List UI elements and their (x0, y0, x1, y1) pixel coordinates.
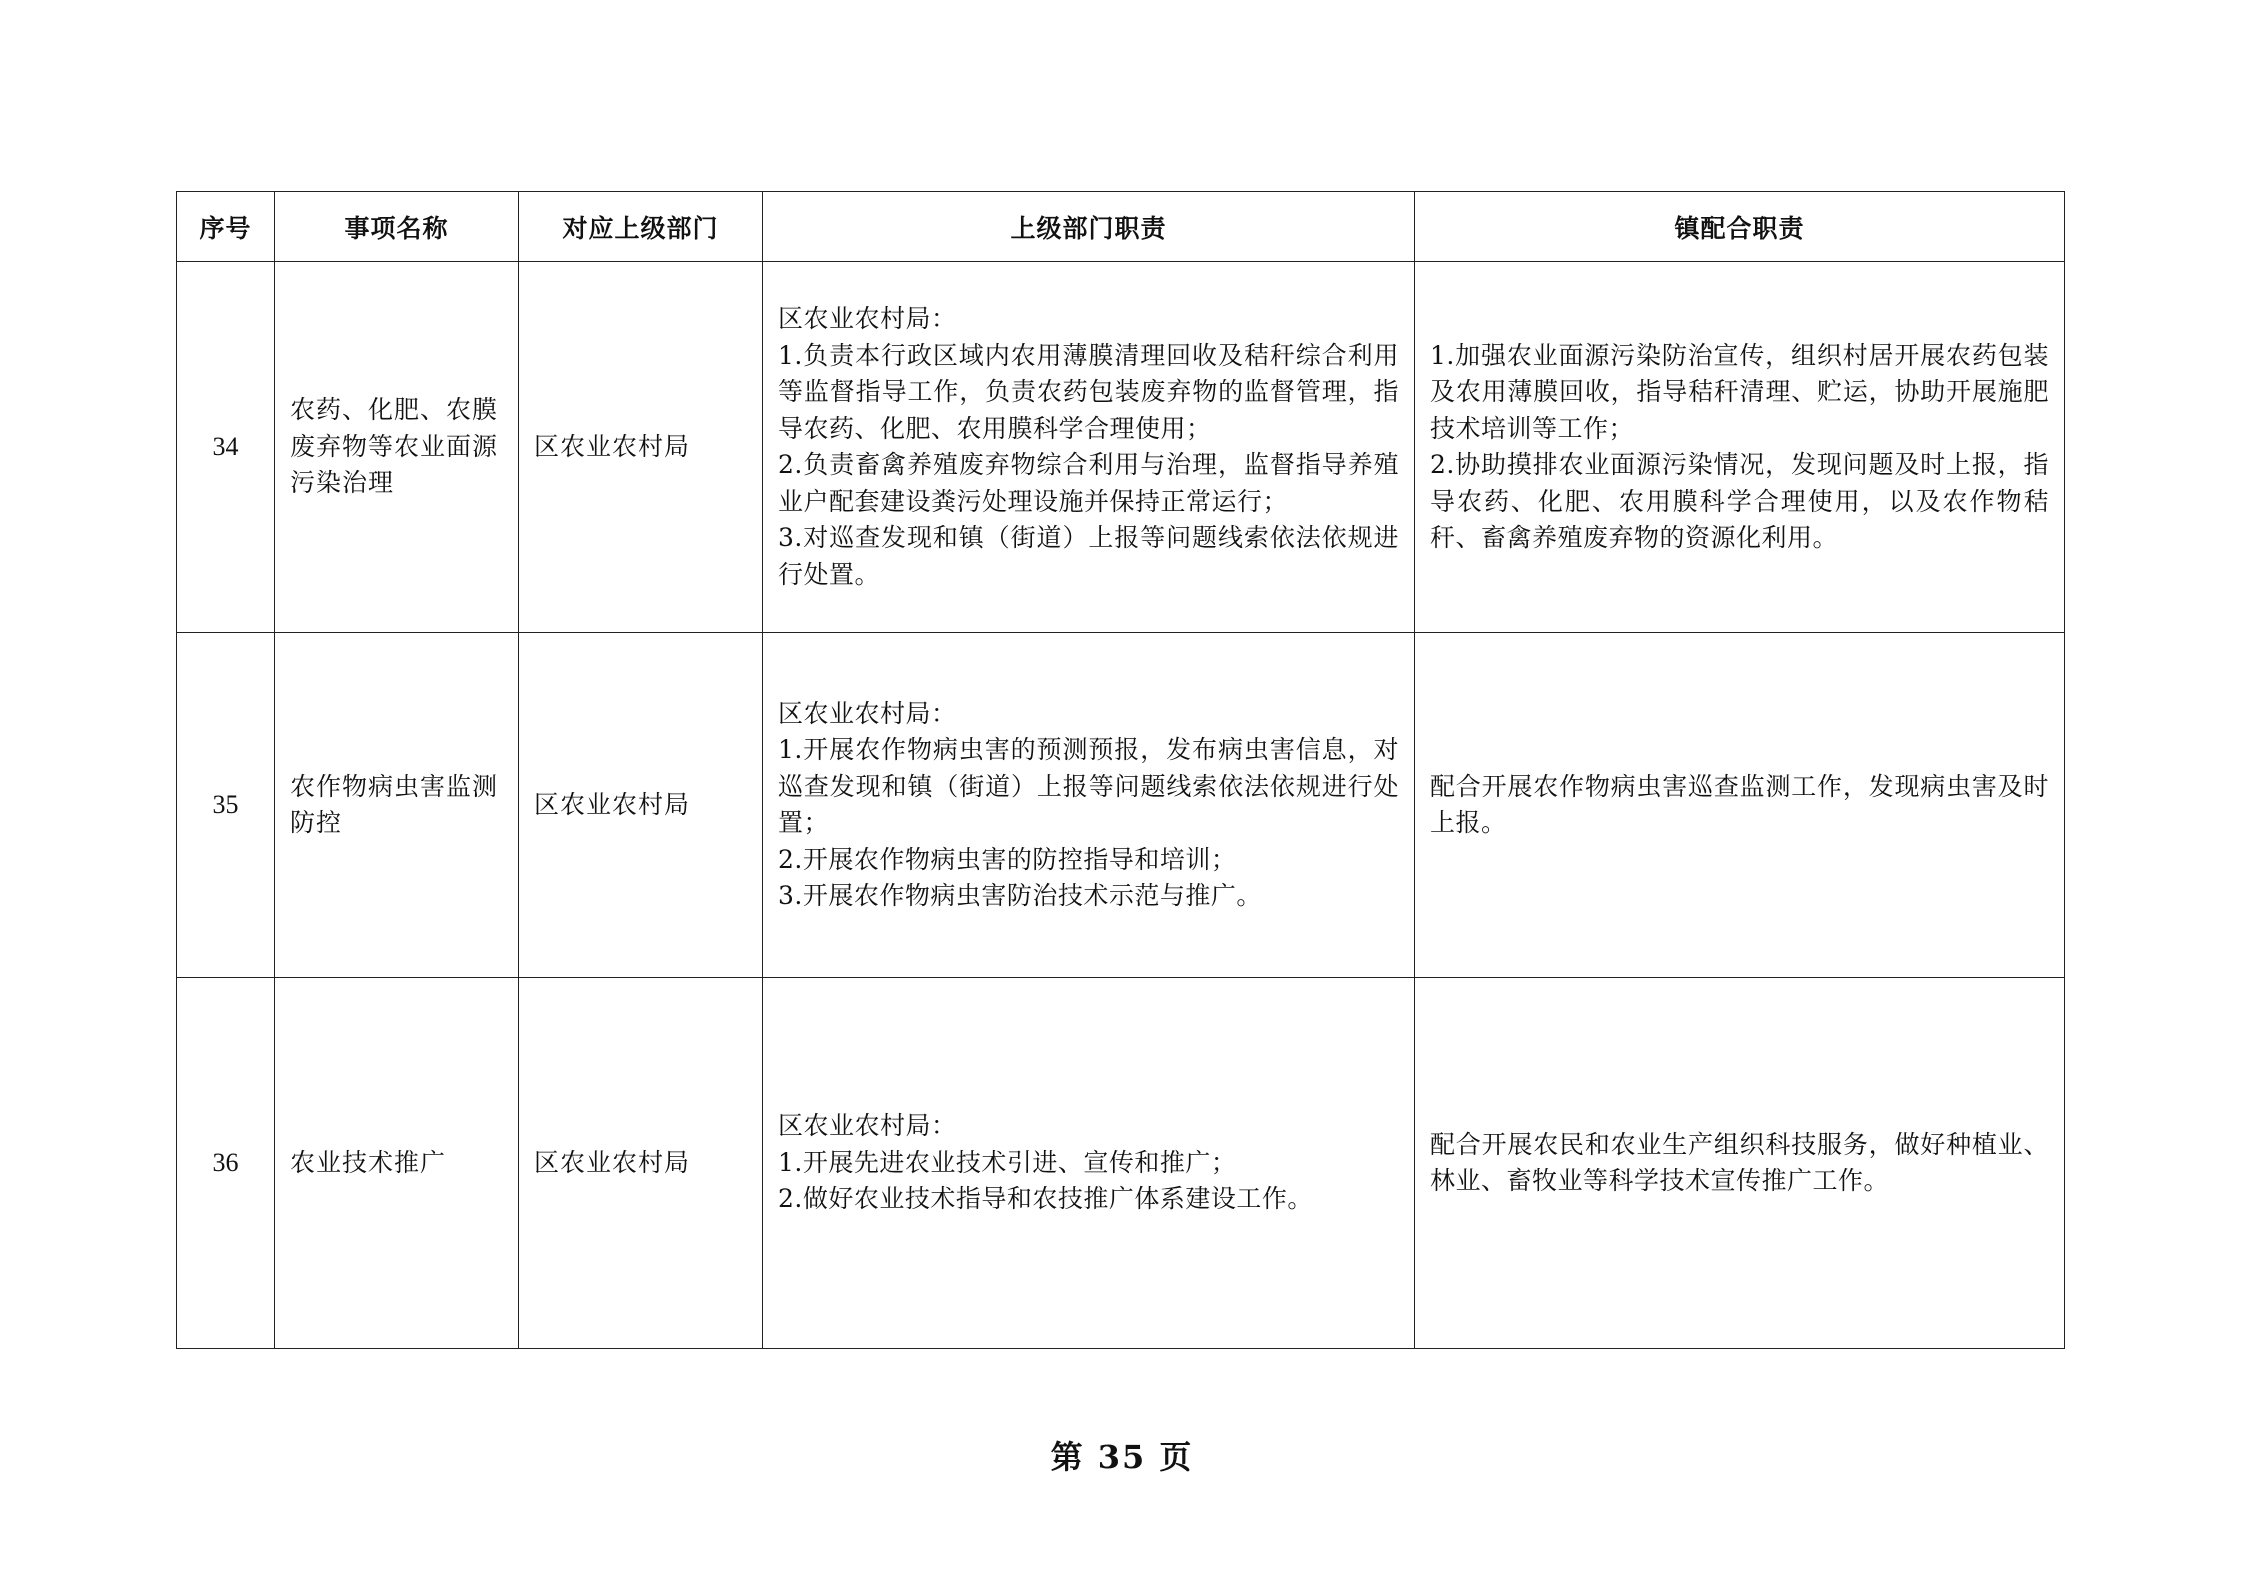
town-duty-line: 配合开展农民和农业生产组织科技服务，做好种植业、林业、畜牧业等科学技术宣传推广工作。 (1430, 1129, 2049, 1195)
duty-line: 3.开展农作物病虫害防治技术示范与推广。 (778, 881, 1262, 910)
duty-line: 2.开展农作物病虫害的防控指导和培训； (778, 844, 1237, 874)
superior-duties (763, 978, 1415, 1349)
header-superior-department: 对应上级部门 (519, 192, 763, 262)
row-number: 36 (177, 978, 275, 1349)
town-duty-line: 配合开展农作物病虫害巡查监测工作，发现病虫害及时上报。 (1430, 771, 2049, 837)
table-row (177, 633, 2065, 978)
item-name: 农作物病虫害监测防控 (275, 633, 519, 978)
duty-line: 2.负责畜禽养殖废弃物综合利用与治理，监督指导养殖业户配套建设粪污处理设施并保持正常运行； (778, 450, 1399, 516)
town-duties (1415, 633, 2065, 978)
town-duty-line: 1.加强农业面源污染防治宣传，组织村居开展农药包装及农用薄膜回收，指导秸秆清理、贮运，协助开展施肥技术培训等工作； (1430, 340, 2049, 443)
item-name: 农业技术推广 (275, 978, 519, 1349)
duty-table (176, 191, 2065, 1349)
row-number: 34 (177, 262, 275, 633)
superior-department: 区农业农村局 (519, 633, 763, 978)
header-item-name: 事项名称 (275, 192, 519, 262)
duty-line: 1.开展先进农业技术引进、宣传和推广； (778, 1147, 1237, 1177)
duty-line: 区农业农村局： (778, 304, 957, 333)
duty-line: 1.开展农作物病虫害的预测预报，发布病虫害信息，对巡查发现和镇（街道）上报等问题线索依法依规进行处置； (778, 735, 1399, 837)
town-duties (1415, 978, 2065, 1349)
header-serial-number: 序号 (177, 192, 275, 262)
superior-department: 区农业农村局 (519, 262, 763, 633)
item-name: 农药、化肥、农膜废弃物等农业面源污染治理 (275, 262, 519, 633)
row-number: 35 (177, 633, 275, 978)
town-duties (1415, 262, 2065, 633)
header-town-duties: 镇配合职责 (1415, 192, 2065, 262)
town-duty-line: 2.协助摸排农业面源污染情况，发现问题及时上报，指导农药、化肥、农用膜科学合理使用，以及农作物秸秆、畜禽养殖废弃物的资源化利用。 (1430, 450, 2049, 552)
table-header-row (177, 192, 2065, 262)
duty-line: 1.负责本行政区域内农用薄膜清理回收及秸秆综合利用等监督指导工作，负责农药包装废弃物的监督管理，指导农药、化肥、农用膜科学合理使用； (778, 340, 1399, 443)
duty-line: 3.对巡查发现和镇（街道）上报等问题线索依法依规进行处置。 (778, 523, 1399, 589)
duty-line: 2.做好农业技术指导和农技推广体系建设工作。 (778, 1184, 1313, 1214)
duty-line: 区农业农村局： (778, 698, 957, 728)
superior-duties (763, 633, 1415, 978)
header-superior-duties: 上级部门职责 (763, 192, 1415, 262)
superior-department: 区农业农村局 (519, 978, 763, 1349)
table-row (177, 978, 2065, 1349)
duty-line: 区农业农村局： (778, 1111, 957, 1141)
superior-duties (763, 262, 1415, 633)
page-number: 第 35 页 (1050, 1438, 1194, 1476)
table-row (177, 262, 2065, 633)
